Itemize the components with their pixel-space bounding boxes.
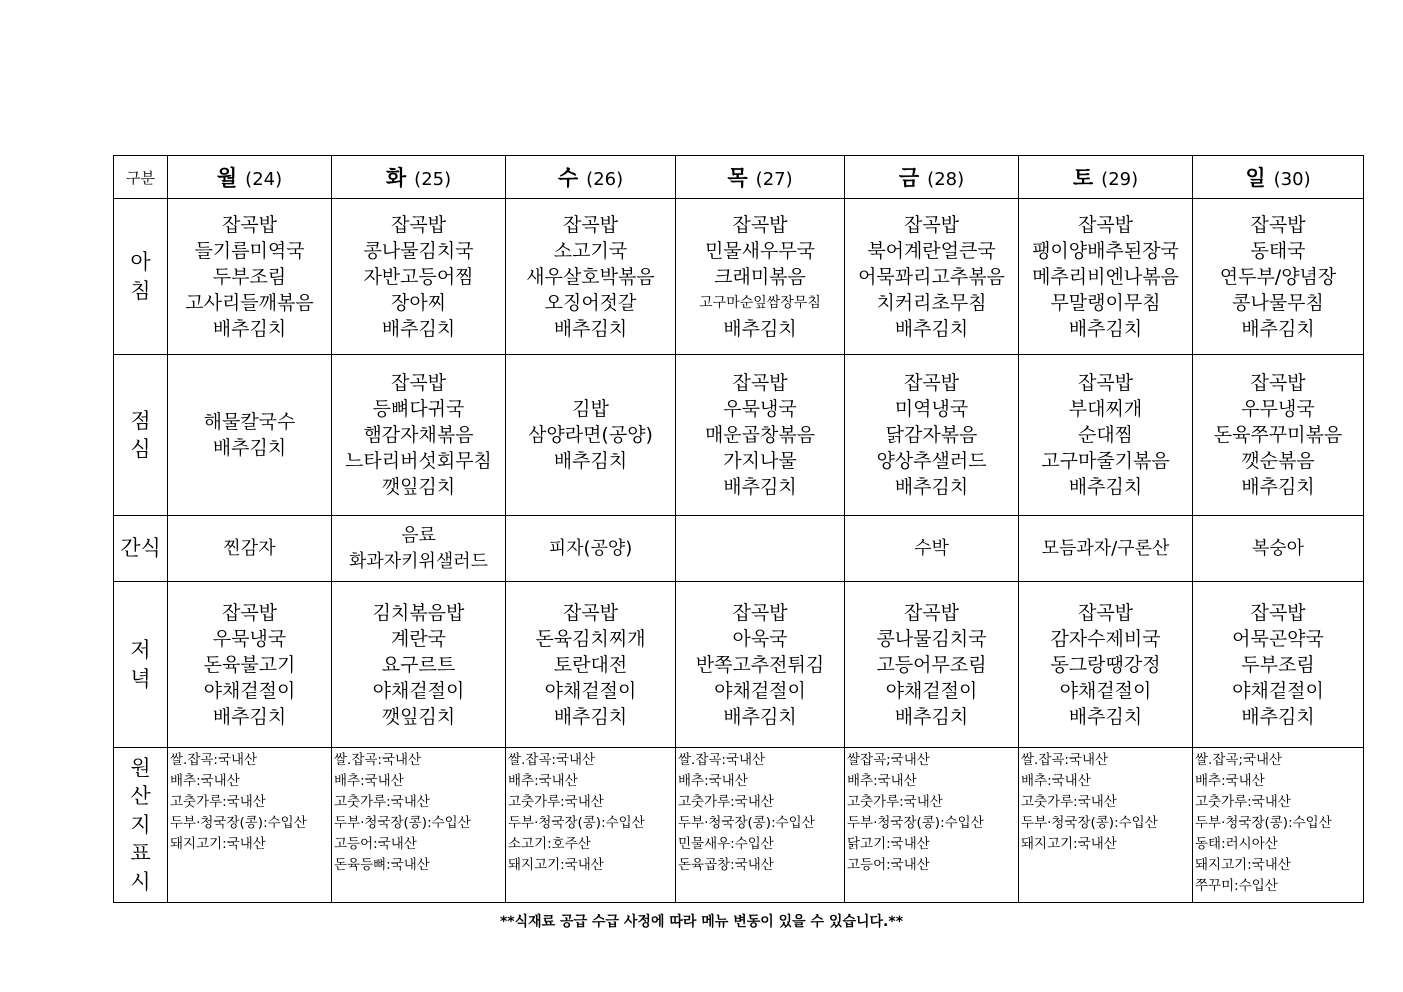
origin-row xyxy=(114,748,1364,903)
lunch-item: 우무냉국 xyxy=(1241,398,1315,420)
origin-item: 돼지고기:국내산 xyxy=(1021,836,1117,852)
snack-cell-wed xyxy=(506,516,676,582)
breakfast-item: 소고기국 xyxy=(553,239,628,262)
origin-cell-wed xyxy=(506,748,676,903)
origin-item: 소고기:호주산 xyxy=(508,836,591,852)
breakfast-cell-tue xyxy=(332,199,506,355)
origin-item: 배추:국내산 xyxy=(170,773,240,789)
breakfast-item: 고구마순잎쌈장무침 xyxy=(699,294,821,311)
dinner-item: 배추김치 xyxy=(894,705,969,728)
dinner-item: 야채겉절이 xyxy=(203,679,296,702)
dinner-item: 깻잎김치 xyxy=(381,705,456,728)
lunch-item: 잡곡밥 xyxy=(732,372,788,394)
origin-item: 두부·청국장(콩):수입산 xyxy=(678,815,815,831)
origin-item: 두부·청국장(콩):수입산 xyxy=(508,815,645,831)
origin-item: 쌀.잡곡:국내산 xyxy=(508,752,596,768)
lunch-cell-wed xyxy=(506,355,676,516)
origin-label-char: 지 xyxy=(130,812,151,837)
lunch-item: 삼양라면(공양) xyxy=(528,424,653,446)
lunch-cell-tue xyxy=(332,355,506,516)
dinner-item: 야채겉절이 xyxy=(714,679,806,702)
snack-item: 찐감자 xyxy=(223,537,276,559)
lunch-item: 배추김치 xyxy=(1241,476,1315,498)
breakfast-item: 크래미볶음 xyxy=(714,265,806,288)
header-day-tue: 화 (25) xyxy=(332,156,506,199)
origin-item: 배추:국내산 xyxy=(508,773,578,789)
origin-item: 동태:러시아산 xyxy=(1195,836,1278,852)
header-day-mon: 월 (24) xyxy=(168,156,332,199)
breakfast-item: 들기름미역국 xyxy=(194,239,305,262)
breakfast-item: 연두부/양념장 xyxy=(1219,265,1337,288)
dinner-cell-tue xyxy=(332,582,506,748)
origin-item: 고춧가루:국내산 xyxy=(1021,794,1117,810)
dinner-item: 잡곡밥 xyxy=(1250,601,1306,624)
snack-item: 모듬과자/구론산 xyxy=(1041,537,1170,559)
origin-cell-tue xyxy=(332,748,506,903)
dinner-item: 계란국 xyxy=(390,627,447,650)
breakfast-item: 고사리들깨볶음 xyxy=(185,291,314,314)
breakfast-item: 배추김치 xyxy=(381,317,456,340)
dinner-item: 야채겉절이 xyxy=(1059,679,1152,702)
breakfast-row xyxy=(114,199,1364,355)
breakfast-item: 장아찌 xyxy=(390,291,447,314)
dinner-cell-sun xyxy=(1193,582,1364,748)
origin-cell-sun xyxy=(1193,748,1364,903)
lunch-cell-fri xyxy=(845,355,1019,516)
lunch-item: 매운곱창볶음 xyxy=(704,424,816,446)
lunch-item: 김밥 xyxy=(572,398,609,420)
dinner-label xyxy=(114,582,168,748)
breakfast-item: 잡곡밥 xyxy=(1077,213,1134,236)
snack-cell-sun xyxy=(1193,516,1364,582)
breakfast-item: 콩나물무침 xyxy=(1232,291,1324,314)
snack-row xyxy=(114,516,1364,582)
dinner-item: 잡곡밥 xyxy=(903,601,960,624)
lunch-cell-sun xyxy=(1193,355,1364,516)
breakfast-item: 배추김치 xyxy=(1068,317,1143,340)
lunch-item: 가지나물 xyxy=(723,450,797,472)
lunch-label xyxy=(114,355,168,516)
lunch-item: 햄감자채볶음 xyxy=(363,424,474,446)
origin-item: 쭈꾸미:수입산 xyxy=(1195,878,1278,894)
origin-label-char: 표 xyxy=(130,841,151,866)
lunch-item: 배추김치 xyxy=(723,476,797,498)
origin-item: 두부·청국장(콩):수입산 xyxy=(847,815,984,831)
snack-cell-mon xyxy=(168,516,332,582)
snack-item: 음료 xyxy=(401,524,436,546)
breakfast-item: 무말랭이무침 xyxy=(1050,291,1161,314)
dinner-item: 잡곡밥 xyxy=(221,601,278,624)
snack-item: 피자(공양) xyxy=(548,537,633,559)
breakfast-item: 동태국 xyxy=(1250,239,1306,262)
lunch-item: 잡곡밥 xyxy=(1250,372,1306,394)
origin-item: 돈육등뼈:국내산 xyxy=(334,857,430,873)
origin-label-char: 원 xyxy=(130,756,151,781)
dinner-item: 배추김치 xyxy=(1241,705,1315,728)
dinner-item: 야채겉절이 xyxy=(1232,679,1324,702)
origin-label xyxy=(114,748,168,903)
lunch-item: 배추김치 xyxy=(894,476,969,498)
dinner-item: 토란대전 xyxy=(553,653,628,676)
breakfast-item: 오징어젓갈 xyxy=(544,291,637,314)
origin-item: 돼지고기:국내산 xyxy=(170,836,266,852)
lunch-item: 잡곡밥 xyxy=(390,372,447,394)
dinner-item: 배추김치 xyxy=(723,705,797,728)
origin-label-char: 시 xyxy=(130,869,151,894)
dinner-item: 두부조림 xyxy=(1241,653,1315,676)
header-label: 구분 xyxy=(114,156,168,199)
origin-item: 두부·청국장(콩):수입산 xyxy=(1195,815,1332,831)
dinner-cell-sat xyxy=(1019,582,1193,748)
lunch-cell-mon xyxy=(168,355,332,516)
header-day-wed: 수 (26) xyxy=(506,156,676,199)
lunch-item: 고구마줄기볶음 xyxy=(1041,450,1170,472)
dinner-cell-fri xyxy=(845,582,1019,748)
dinner-item: 돈육김치찌개 xyxy=(535,627,646,650)
lunch-item: 느타리버섯회무침 xyxy=(345,450,492,472)
dinner-item: 김치볶음밥 xyxy=(372,601,465,624)
dinner-label-char: 저 xyxy=(130,638,151,663)
dinner-cell-wed xyxy=(506,582,676,748)
dinner-item: 배추김치 xyxy=(1068,705,1143,728)
breakfast-label xyxy=(114,199,168,355)
dinner-item: 요구르트 xyxy=(381,653,456,676)
origin-item: 고춧가루:국내산 xyxy=(170,794,266,810)
origin-item: 두부·청국장(콩):수입산 xyxy=(170,815,307,831)
dinner-row xyxy=(114,582,1364,748)
snack-item: 화과자키위샐러드 xyxy=(348,550,489,572)
dinner-item: 감자수제비국 xyxy=(1050,627,1161,650)
origin-item: 민물새우:수입산 xyxy=(678,836,774,852)
breakfast-item: 어묵꽈리고추볶음 xyxy=(858,265,1005,288)
lunch-item: 양상추샐러드 xyxy=(876,450,987,472)
lunch-cell-sat xyxy=(1019,355,1193,516)
breakfast-item: 치커리초무침 xyxy=(876,291,987,314)
lunch-item: 배추김치 xyxy=(212,437,287,459)
breakfast-cell-mon xyxy=(168,199,332,355)
breakfast-item: 민물새우무국 xyxy=(704,239,816,262)
origin-item: 쌀.잡곡:국내산 xyxy=(334,752,422,768)
origin-item: 쌀.잡곡:국내산 xyxy=(678,752,766,768)
dinner-item: 배추김치 xyxy=(553,705,628,728)
breakfast-item: 자반고등어찜 xyxy=(363,265,474,288)
origin-item: 쌀.잡곡:국내산 xyxy=(1021,752,1109,768)
lunch-item: 깻잎김치 xyxy=(381,476,456,498)
breakfast-item: 잡곡밥 xyxy=(732,213,788,236)
origin-cell-thu xyxy=(676,748,845,903)
dinner-item: 반쪽고추전튀김 xyxy=(695,653,825,676)
breakfast-item: 메추리비엔나볶음 xyxy=(1032,265,1179,288)
origin-cell-fri xyxy=(845,748,1019,903)
breakfast-cell-sat xyxy=(1019,199,1193,355)
breakfast-item: 잡곡밥 xyxy=(903,213,960,236)
lunch-item: 돈육쭈꾸미볶음 xyxy=(1213,424,1343,446)
origin-label-char: 산 xyxy=(130,784,151,809)
origin-item: 배추:국내산 xyxy=(847,773,917,789)
dinner-cell-mon xyxy=(168,582,332,748)
origin-item: 고등어:국내산 xyxy=(847,857,930,873)
origin-item: 고등어:국내산 xyxy=(334,836,417,852)
snack-cell-thu xyxy=(676,516,845,582)
footnote: **식재료 공급 수급 사정에 따라 메뉴 변동이 있을 수 있습니다.** xyxy=(499,914,904,930)
lunch-item: 순대찜 xyxy=(1077,424,1134,446)
header-row xyxy=(114,156,1364,199)
snack-label: 간식 xyxy=(114,516,168,582)
origin-item: 고춧가루:국내산 xyxy=(1195,794,1291,810)
breakfast-item: 배추김치 xyxy=(894,317,969,340)
origin-item: 고춧가루:국내산 xyxy=(508,794,604,810)
origin-cell-sat xyxy=(1019,748,1193,903)
dinner-item: 고등어무조림 xyxy=(876,653,987,676)
dinner-cell-thu xyxy=(676,582,845,748)
weekly-menu-table xyxy=(113,155,1364,903)
origin-item: 배추:국내산 xyxy=(678,773,748,789)
header-day-sun: 일 (30) xyxy=(1193,156,1364,199)
breakfast-label-char: 침 xyxy=(130,278,151,303)
lunch-row xyxy=(114,355,1364,516)
dinner-label-char: 녁 xyxy=(130,666,151,691)
origin-item: 쌀잡곡;국내산 xyxy=(847,752,930,768)
origin-item: 쌀.잡곡:국내산 xyxy=(170,752,258,768)
snack-item: 수박 xyxy=(914,537,949,559)
breakfast-cell-thu xyxy=(676,199,845,355)
snack-item: 복숭아 xyxy=(1251,537,1305,559)
lunch-item: 배추김치 xyxy=(553,450,628,472)
origin-item: 배추:국내산 xyxy=(1195,773,1265,789)
origin-item: 고춧가루:국내산 xyxy=(847,794,943,810)
lunch-item: 미역냉국 xyxy=(894,398,969,420)
origin-item: 돼지고기:국내산 xyxy=(508,857,604,873)
breakfast-item: 잡곡밥 xyxy=(562,213,619,236)
origin-item: 배추:국내산 xyxy=(1021,773,1091,789)
breakfast-item: 잡곡밥 xyxy=(221,213,278,236)
lunch-item: 해물칼국수 xyxy=(203,411,296,433)
header-day-thu: 목 (27) xyxy=(676,156,845,199)
breakfast-item: 배추김치 xyxy=(1241,317,1315,340)
origin-item: 돈육곱창:국내산 xyxy=(678,857,774,873)
breakfast-item: 북어계란얼큰국 xyxy=(867,239,996,262)
lunch-cell-thu xyxy=(676,355,845,516)
breakfast-item: 팽이양배추된장국 xyxy=(1032,239,1179,262)
lunch-item: 부대찌개 xyxy=(1068,398,1143,420)
breakfast-item: 두부조림 xyxy=(212,265,287,288)
origin-item: 돼지고기:국내산 xyxy=(1195,857,1291,873)
lunch-item: 우묵냉국 xyxy=(723,398,797,420)
origin-cell-mon xyxy=(168,748,332,903)
lunch-item: 배추김치 xyxy=(1068,476,1143,498)
dinner-item: 우묵냉국 xyxy=(212,627,287,650)
dinner-item: 동그랑땡강정 xyxy=(1050,653,1161,676)
origin-item: 고춧가루:국내산 xyxy=(678,794,774,810)
origin-item: 닭고기:국내산 xyxy=(847,836,930,852)
header-day-sat: 토 (29) xyxy=(1019,156,1193,199)
header-day-fri: 금 (28) xyxy=(845,156,1019,199)
origin-item: 고춧가루:국내산 xyxy=(334,794,430,810)
breakfast-item: 새우살호박볶음 xyxy=(526,265,655,288)
dinner-item: 잡곡밥 xyxy=(732,601,788,624)
dinner-item: 야채겉절이 xyxy=(372,679,465,702)
origin-item: 배추:국내산 xyxy=(334,773,404,789)
lunch-label-char: 점 xyxy=(130,408,151,433)
dinner-item: 야채겉절이 xyxy=(885,679,978,702)
breakfast-item: 잡곡밥 xyxy=(390,213,447,236)
breakfast-item: 배추김치 xyxy=(553,317,628,340)
lunch-item: 등뼈다귀국 xyxy=(372,398,465,420)
breakfast-item: 배추김치 xyxy=(723,317,797,340)
breakfast-item: 콩나물김치국 xyxy=(363,239,474,262)
breakfast-label-char: 아 xyxy=(130,250,151,275)
snack-cell-sat xyxy=(1019,516,1193,582)
lunch-item: 깻순볶음 xyxy=(1241,450,1315,472)
breakfast-cell-fri xyxy=(845,199,1019,355)
dinner-item: 배추김치 xyxy=(212,705,287,728)
snack-cell-fri xyxy=(845,516,1019,582)
dinner-item: 잡곡밥 xyxy=(1077,601,1134,624)
origin-item: 두부·청국장(콩):수입산 xyxy=(1021,815,1158,831)
dinner-item: 어묵곤약국 xyxy=(1232,627,1324,650)
dinner-item: 돈육불고기 xyxy=(203,653,296,676)
dinner-item: 야채겉절이 xyxy=(544,679,637,702)
dinner-item: 잡곡밥 xyxy=(562,601,619,624)
breakfast-cell-wed xyxy=(506,199,676,355)
origin-item: 쌀.잡곡;국내산 xyxy=(1195,752,1283,768)
dinner-item: 콩나물김치국 xyxy=(876,627,987,650)
dinner-item: 아욱국 xyxy=(732,627,788,650)
snack-cell-tue xyxy=(332,516,506,582)
lunch-label-char: 심 xyxy=(130,437,151,461)
breakfast-item: 배추김치 xyxy=(212,317,287,340)
lunch-item: 잡곡밥 xyxy=(903,372,960,394)
breakfast-cell-sun xyxy=(1193,199,1364,355)
lunch-item: 잡곡밥 xyxy=(1077,372,1134,394)
origin-item: 두부·청국장(콩):수입산 xyxy=(334,815,471,831)
breakfast-item: 잡곡밥 xyxy=(1250,213,1306,236)
lunch-item: 닭감자볶음 xyxy=(885,424,978,446)
